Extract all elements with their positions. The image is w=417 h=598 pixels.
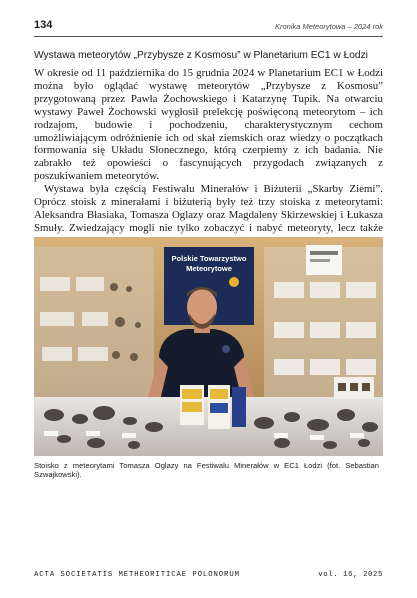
photo-illustration <box>34 237 383 456</box>
running-head: Kronika Meteorytowa – 2024 rok <box>275 22 383 31</box>
volume-info: vol. 16, 2025 <box>318 571 383 579</box>
photo-caption: Stoisko z meteorytami Tomasza Oglazy na Festiwalu Minerałów w EC1 Łodzi (fot. Sebastian Szwajkowski). <box>34 461 379 480</box>
banner-text-1: Polskie Towarzystwo <box>171 254 247 263</box>
article-body <box>34 67 383 261</box>
display-box-3 <box>232 387 246 427</box>
paragraph-1: W okresie od 11 października do 15 grudnia 2024 w Planetarium EC1 w Łodzi można było oglądać wystawę meteorytów „Przybysze z Kosmosu” przygotowaną przez Pawła Żochowskiego i Katarzynę Tupik. Na otwarciu wystawy Paweł Żochowski wygłosił prelekcję poświęconą meteorytom – ich rodzajom, budowie i pochodzeniu, charakterystycznym cechom umożliwiającym odróżnienie ich od skał ziemskich oraz wiedzy o początkach formowania się Układu Słonecznego, którą czerpiemy z ich badania. Nie zabrakło też opowieści o fascynujących przygodach związanych z poszukiwaniem meteorytów. <box>34 67 383 183</box>
page-number: 134 <box>34 19 53 31</box>
paragraph-2: Wystawa była częścią Festiwalu Minerałów i Biżuterii „Skarby Ziemi”. Oprócz stoisk z minerałami i biżuterią były też trzy stoiska z meteorytami: Aleksandra Błasiaka, Tomasza Oglazy oraz Magdaleny Skirzewskiej i Łukasza Smuły. Zwiedzający mogli nie tylko zobaczyć i nabyć meteoryty, lecz także <box>34 183 383 234</box>
page-header <box>34 19 383 37</box>
photo-meteorite-stand <box>34 237 383 456</box>
banner-text-2: Meteorytowe <box>186 264 232 273</box>
article-title: Wystawa meteorytów „Przybysze z Kosmosu” w Planetarium EC1 w Łodzi <box>34 50 368 61</box>
journal-name: ACTA SOCIETATIS METHEORITICAE POLONORUM <box>34 571 240 579</box>
